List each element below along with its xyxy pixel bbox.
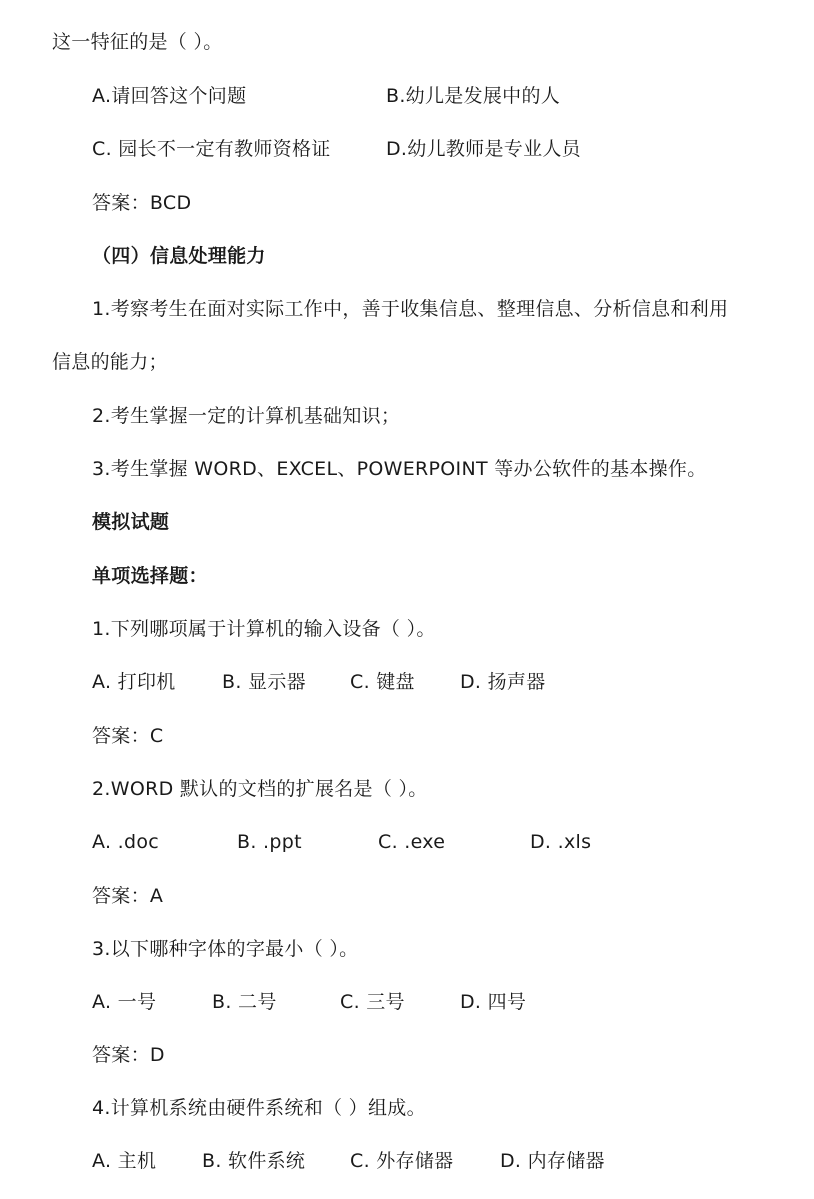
section-item-3: 3.考生掌握 WORD、EXCEL、POWERPOINT 等办公软件的基本操作。 xyxy=(92,458,707,480)
q3-option-a: A. 一号 xyxy=(92,991,157,1013)
q0-option-c: C. 园长不一定有教师资格证 xyxy=(92,138,331,160)
q3-answer: 答案：D xyxy=(92,1044,165,1066)
q0-answer: 答案：BCD xyxy=(92,192,192,214)
q0-option-a: A.请回答这个问题 xyxy=(92,85,247,107)
mock-subtitle: 单项选择题： xyxy=(92,565,208,587)
q1-option-d: D. 扬声器 xyxy=(460,671,546,693)
q4-option-b: B. 软件系统 xyxy=(202,1150,306,1172)
q4-stem: 4.计算机系统由硬件系统和（ ）组成。 xyxy=(92,1097,426,1119)
section-item-1-line-1: 1.考察考生在面对实际工作中，善于收集信息、整理信息、分析信息和利用 xyxy=(92,298,729,320)
q0-stem-tail: 这一特征的是（ ）。 xyxy=(52,31,223,53)
mock-title: 模拟试题 xyxy=(92,511,170,533)
q1-option-c: C. 键盘 xyxy=(350,671,415,693)
q4-option-c: C. 外存储器 xyxy=(350,1150,454,1172)
q2-option-d: D. .xls xyxy=(530,831,592,853)
q2-stem: 2.WORD 默认的文档的扩展名是（ ）。 xyxy=(92,778,428,800)
q1-option-a: A. 打印机 xyxy=(92,671,176,693)
q2-answer: 答案：A xyxy=(92,885,164,907)
q1-stem: 1.下列哪项属于计算机的输入设备（ ）。 xyxy=(92,618,436,640)
q3-option-b: B. 二号 xyxy=(212,991,277,1013)
q3-option-c: C. 三号 xyxy=(340,991,405,1013)
q3-option-d: D. 四号 xyxy=(460,991,527,1013)
q0-option-b: B.幼儿是发展中的人 xyxy=(386,85,561,107)
q1-answer: 答案：C xyxy=(92,725,164,747)
q1-option-b: B. 显示器 xyxy=(222,671,306,693)
q4-option-a: A. 主机 xyxy=(92,1150,157,1172)
section-heading: （四）信息处理能力 xyxy=(92,245,266,267)
q2-option-b: B. .ppt xyxy=(237,831,302,853)
section-item-1-line-2: 信息的能力； xyxy=(52,351,168,373)
q4-option-d: D. 内存储器 xyxy=(500,1150,605,1172)
q3-stem: 3.以下哪种字体的字最小（ ）。 xyxy=(92,938,359,960)
section-item-2: 2.考生掌握一定的计算机基础知识； xyxy=(92,405,401,427)
q2-option-a: A. .doc xyxy=(92,831,160,853)
q2-option-c: C. .exe xyxy=(378,831,446,853)
q0-option-d: D.幼儿教师是专业人员 xyxy=(386,138,581,160)
